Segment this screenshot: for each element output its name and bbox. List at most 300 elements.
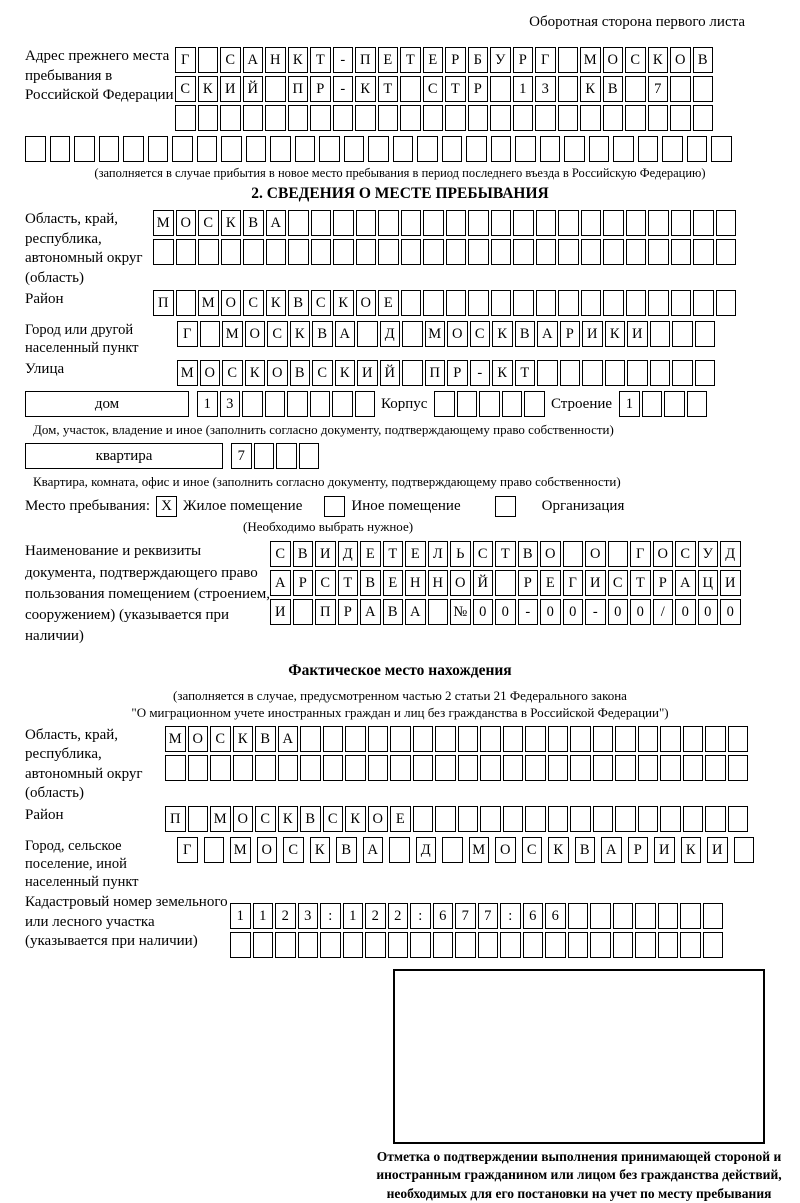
char-cell[interactable] — [558, 290, 579, 316]
char-cell[interactable] — [590, 932, 611, 958]
char-cell[interactable] — [671, 210, 692, 236]
char-cell[interactable] — [300, 755, 321, 781]
char-cell[interactable] — [660, 726, 681, 752]
char-cell[interactable] — [626, 239, 647, 265]
char-cell[interactable] — [613, 903, 634, 929]
char-cell[interactable] — [593, 806, 614, 832]
char-cell[interactable] — [548, 755, 569, 781]
char-cell[interactable]: И — [315, 541, 336, 567]
char-cell[interactable] — [491, 290, 512, 316]
char-cell[interactable]: В — [603, 76, 624, 102]
char-cell[interactable]: 1 — [230, 903, 251, 929]
char-cell[interactable]: Й — [473, 570, 494, 596]
char-cell[interactable] — [662, 136, 683, 162]
char-cell[interactable] — [402, 321, 423, 347]
char-cell[interactable]: - — [585, 599, 606, 625]
char-cell[interactable] — [491, 210, 512, 236]
char-cell[interactable] — [333, 105, 354, 131]
char-cell[interactable]: 7 — [648, 76, 669, 102]
char-cell[interactable]: М — [210, 806, 231, 832]
char-cell[interactable] — [695, 360, 716, 386]
char-cell[interactable] — [687, 391, 708, 417]
char-cell[interactable]: С — [608, 570, 629, 596]
char-cell[interactable]: Р — [293, 570, 314, 596]
char-cell[interactable] — [288, 239, 309, 265]
char-cell[interactable] — [74, 136, 95, 162]
char-cell[interactable] — [176, 290, 197, 316]
char-cell[interactable] — [570, 806, 591, 832]
char-cell[interactable] — [560, 360, 581, 386]
char-cell[interactable] — [615, 806, 636, 832]
char-cell[interactable] — [716, 239, 737, 265]
char-cell[interactable]: Е — [423, 47, 444, 73]
char-cell[interactable] — [728, 726, 749, 752]
char-cell[interactable] — [693, 290, 714, 316]
char-cell[interactable] — [50, 136, 71, 162]
char-cell[interactable]: С — [675, 541, 696, 567]
char-cell[interactable]: С — [625, 47, 646, 73]
char-cell[interactable] — [428, 599, 449, 625]
char-cell[interactable] — [468, 290, 489, 316]
char-cell[interactable] — [503, 806, 524, 832]
char-cell[interactable] — [605, 360, 626, 386]
char-cell[interactable]: А — [360, 599, 381, 625]
char-cell[interactable]: С — [210, 726, 231, 752]
char-cell[interactable] — [368, 755, 389, 781]
char-cell[interactable]: П — [153, 290, 174, 316]
char-cell[interactable] — [275, 932, 296, 958]
char-cell[interactable] — [343, 932, 364, 958]
char-cell[interactable]: Й — [243, 76, 264, 102]
char-cell[interactable] — [198, 47, 219, 73]
char-cell[interactable] — [503, 755, 524, 781]
char-cell[interactable]: А — [405, 599, 426, 625]
char-cell[interactable] — [495, 570, 516, 596]
char-cell[interactable] — [99, 136, 120, 162]
char-cell[interactable] — [401, 290, 422, 316]
char-cell[interactable]: О — [670, 47, 691, 73]
char-cell[interactable] — [378, 239, 399, 265]
char-cell[interactable] — [503, 726, 524, 752]
char-cell[interactable]: И — [654, 837, 675, 863]
char-cell[interactable] — [188, 755, 209, 781]
char-cell[interactable] — [513, 239, 534, 265]
char-cell[interactable] — [400, 76, 421, 102]
char-cell[interactable]: М — [198, 290, 219, 316]
char-cell[interactable]: В — [383, 599, 404, 625]
char-cell[interactable] — [357, 321, 378, 347]
char-cell[interactable]: Е — [378, 47, 399, 73]
char-cell[interactable] — [635, 932, 656, 958]
char-cell[interactable] — [638, 726, 659, 752]
char-cell[interactable] — [388, 932, 409, 958]
kvartira-type-box[interactable]: квартира — [25, 443, 223, 469]
char-cell[interactable]: Р — [310, 76, 331, 102]
char-cell[interactable]: А — [270, 570, 291, 596]
char-cell[interactable] — [423, 290, 444, 316]
char-cell[interactable] — [355, 105, 376, 131]
char-cell[interactable] — [221, 136, 242, 162]
char-cell[interactable]: М — [222, 321, 243, 347]
char-cell[interactable]: - — [518, 599, 539, 625]
char-cell[interactable]: Р — [560, 321, 581, 347]
char-cell[interactable] — [603, 239, 624, 265]
char-cell[interactable] — [333, 239, 354, 265]
char-cell[interactable] — [693, 105, 714, 131]
char-cell[interactable]: Г — [630, 541, 651, 567]
char-cell[interactable] — [716, 210, 737, 236]
char-cell[interactable] — [423, 239, 444, 265]
char-cell[interactable] — [220, 105, 241, 131]
char-cell[interactable] — [537, 360, 558, 386]
char-cell[interactable]: П — [355, 47, 376, 73]
char-cell[interactable] — [442, 837, 463, 863]
char-cell[interactable]: О — [447, 321, 468, 347]
char-cell[interactable]: : — [500, 903, 521, 929]
char-cell[interactable] — [445, 105, 466, 131]
char-cell[interactable]: Р — [653, 570, 674, 596]
char-cell[interactable] — [558, 210, 579, 236]
char-cell[interactable]: А — [243, 47, 264, 73]
char-cell[interactable] — [480, 726, 501, 752]
char-cell[interactable]: В — [243, 210, 264, 236]
char-cell[interactable] — [705, 726, 726, 752]
char-cell[interactable]: О — [450, 570, 471, 596]
char-cell[interactable] — [442, 136, 463, 162]
char-cell[interactable] — [558, 76, 579, 102]
char-cell[interactable] — [175, 105, 196, 131]
char-cell[interactable] — [401, 210, 422, 236]
char-cell[interactable] — [246, 136, 267, 162]
char-cell[interactable] — [626, 290, 647, 316]
char-cell[interactable] — [478, 932, 499, 958]
char-cell[interactable] — [536, 239, 557, 265]
char-cell[interactable] — [401, 239, 422, 265]
char-cell[interactable]: О — [368, 806, 389, 832]
char-cell[interactable]: 3 — [298, 903, 319, 929]
char-cell[interactable]: С — [470, 321, 491, 347]
char-cell[interactable]: И — [627, 321, 648, 347]
char-cell[interactable] — [458, 755, 479, 781]
char-cell[interactable]: Е — [378, 290, 399, 316]
char-cell[interactable] — [513, 105, 534, 131]
char-cell[interactable]: Т — [630, 570, 651, 596]
char-cell[interactable]: Д — [416, 837, 437, 863]
char-cell[interactable] — [278, 755, 299, 781]
char-cell[interactable]: - — [470, 360, 491, 386]
char-cell[interactable] — [627, 360, 648, 386]
char-cell[interactable] — [333, 210, 354, 236]
char-cell[interactable]: В — [290, 360, 311, 386]
char-cell[interactable]: Т — [310, 47, 331, 73]
char-cell[interactable] — [500, 932, 521, 958]
char-cell[interactable] — [638, 806, 659, 832]
char-cell[interactable]: 2 — [275, 903, 296, 929]
char-cell[interactable] — [221, 239, 242, 265]
checkbox-zhiloe[interactable]: X — [156, 496, 177, 517]
char-cell[interactable] — [345, 726, 366, 752]
char-cell[interactable]: 1 — [343, 903, 364, 929]
char-cell[interactable] — [368, 726, 389, 752]
char-cell[interactable] — [446, 239, 467, 265]
char-cell[interactable] — [536, 290, 557, 316]
char-cell[interactable]: С — [270, 541, 291, 567]
char-cell[interactable]: И — [582, 321, 603, 347]
char-cell[interactable] — [490, 76, 511, 102]
char-cell[interactable] — [581, 239, 602, 265]
char-cell[interactable] — [711, 136, 732, 162]
char-cell[interactable]: 0 — [495, 599, 516, 625]
char-cell[interactable]: Р — [468, 76, 489, 102]
char-cell[interactable] — [613, 136, 634, 162]
char-cell[interactable]: 0 — [675, 599, 696, 625]
char-cell[interactable] — [197, 136, 218, 162]
char-cell[interactable] — [581, 290, 602, 316]
char-cell[interactable]: К — [605, 321, 626, 347]
char-cell[interactable]: У — [490, 47, 511, 73]
char-cell[interactable] — [593, 726, 614, 752]
char-cell[interactable]: О — [585, 541, 606, 567]
char-cell[interactable] — [468, 239, 489, 265]
char-cell[interactable]: Г — [177, 837, 198, 863]
char-cell[interactable] — [378, 105, 399, 131]
char-cell[interactable] — [525, 806, 546, 832]
char-cell[interactable]: М — [230, 837, 251, 863]
char-cell[interactable] — [242, 391, 263, 417]
char-cell[interactable] — [356, 210, 377, 236]
char-cell[interactable]: О — [245, 321, 266, 347]
char-cell[interactable]: Н — [405, 570, 426, 596]
char-cell[interactable] — [480, 755, 501, 781]
char-cell[interactable] — [650, 360, 671, 386]
char-cell[interactable] — [455, 932, 476, 958]
char-cell[interactable]: К — [335, 360, 356, 386]
char-cell[interactable] — [671, 290, 692, 316]
char-cell[interactable] — [356, 239, 377, 265]
char-cell[interactable]: И — [585, 570, 606, 596]
char-cell[interactable]: К — [288, 47, 309, 73]
char-cell[interactable] — [648, 290, 669, 316]
char-cell[interactable] — [548, 806, 569, 832]
char-cell[interactable] — [265, 105, 286, 131]
char-cell[interactable]: Р — [447, 360, 468, 386]
char-cell[interactable]: С — [267, 321, 288, 347]
char-cell[interactable] — [570, 726, 591, 752]
char-cell[interactable]: К — [345, 806, 366, 832]
char-cell[interactable] — [648, 210, 669, 236]
char-cell[interactable]: С — [423, 76, 444, 102]
char-cell[interactable]: 6 — [433, 903, 454, 929]
char-cell[interactable] — [270, 136, 291, 162]
char-cell[interactable]: Т — [378, 76, 399, 102]
char-cell[interactable] — [490, 105, 511, 131]
char-cell[interactable]: С — [175, 76, 196, 102]
char-cell[interactable]: К — [290, 321, 311, 347]
char-cell[interactable] — [648, 105, 669, 131]
char-cell[interactable]: Н — [265, 47, 286, 73]
char-cell[interactable] — [716, 290, 737, 316]
char-cell[interactable] — [626, 210, 647, 236]
char-cell[interactable]: К — [266, 290, 287, 316]
char-cell[interactable]: О — [200, 360, 221, 386]
char-cell[interactable] — [515, 136, 536, 162]
char-cell[interactable] — [468, 210, 489, 236]
char-cell[interactable]: К — [233, 726, 254, 752]
char-cell[interactable]: 1 — [253, 903, 274, 929]
char-cell[interactable] — [368, 136, 389, 162]
char-cell[interactable]: 1 — [513, 76, 534, 102]
char-cell[interactable] — [176, 239, 197, 265]
char-cell[interactable] — [276, 443, 297, 469]
char-cell[interactable] — [479, 391, 500, 417]
char-cell[interactable] — [536, 210, 557, 236]
char-cell[interactable]: Д — [380, 321, 401, 347]
char-cell[interactable]: О — [356, 290, 377, 316]
char-cell[interactable] — [423, 105, 444, 131]
char-cell[interactable]: С — [312, 360, 333, 386]
char-cell[interactable] — [468, 105, 489, 131]
char-cell[interactable]: А — [537, 321, 558, 347]
char-cell[interactable] — [466, 136, 487, 162]
char-cell[interactable]: И — [270, 599, 291, 625]
char-cell[interactable]: С — [222, 360, 243, 386]
char-cell[interactable]: Т — [445, 76, 466, 102]
char-cell[interactable] — [204, 837, 225, 863]
char-cell[interactable] — [670, 105, 691, 131]
char-cell[interactable] — [491, 239, 512, 265]
char-cell[interactable] — [480, 806, 501, 832]
char-cell[interactable]: С — [311, 290, 332, 316]
char-cell[interactable] — [295, 136, 316, 162]
char-cell[interactable] — [540, 136, 561, 162]
char-cell[interactable]: 6 — [523, 903, 544, 929]
char-cell[interactable]: Р — [513, 47, 534, 73]
char-cell[interactable]: М — [469, 837, 490, 863]
char-cell[interactable] — [233, 755, 254, 781]
char-cell[interactable]: П — [288, 76, 309, 102]
char-cell[interactable]: 0 — [698, 599, 719, 625]
char-cell[interactable] — [693, 239, 714, 265]
char-cell[interactable]: Р — [628, 837, 649, 863]
char-cell[interactable] — [457, 391, 478, 417]
char-cell[interactable] — [658, 932, 679, 958]
char-cell[interactable]: И — [220, 76, 241, 102]
char-cell[interactable] — [660, 806, 681, 832]
char-cell[interactable]: М — [177, 360, 198, 386]
char-cell[interactable] — [625, 76, 646, 102]
char-cell[interactable] — [581, 210, 602, 236]
char-cell[interactable] — [413, 726, 434, 752]
char-cell[interactable] — [648, 239, 669, 265]
char-cell[interactable] — [172, 136, 193, 162]
char-cell[interactable]: М — [580, 47, 601, 73]
char-cell[interactable] — [435, 755, 456, 781]
char-cell[interactable]: В — [518, 541, 539, 567]
char-cell[interactable] — [491, 136, 512, 162]
char-cell[interactable] — [311, 210, 332, 236]
char-cell[interactable] — [703, 932, 724, 958]
char-cell[interactable] — [123, 136, 144, 162]
char-cell[interactable] — [615, 755, 636, 781]
char-cell[interactable] — [728, 755, 749, 781]
char-cell[interactable] — [299, 443, 320, 469]
char-cell[interactable]: А — [335, 321, 356, 347]
char-cell[interactable] — [660, 755, 681, 781]
char-cell[interactable]: С — [473, 541, 494, 567]
char-cell[interactable]: Ь — [450, 541, 471, 567]
char-cell[interactable]: С — [243, 290, 264, 316]
char-cell[interactable]: 7 — [231, 443, 252, 469]
char-cell[interactable]: - — [333, 76, 354, 102]
char-cell[interactable] — [535, 105, 556, 131]
char-cell[interactable]: Г — [177, 321, 198, 347]
checkbox-organizatsiya[interactable] — [495, 496, 516, 517]
char-cell[interactable]: М — [153, 210, 174, 236]
char-cell[interactable] — [687, 136, 708, 162]
char-cell[interactable]: Б — [468, 47, 489, 73]
char-cell[interactable] — [635, 903, 656, 929]
char-cell[interactable] — [148, 136, 169, 162]
char-cell[interactable] — [563, 541, 584, 567]
char-cell[interactable]: 0 — [630, 599, 651, 625]
char-cell[interactable] — [548, 726, 569, 752]
char-cell[interactable]: П — [315, 599, 336, 625]
char-cell[interactable]: Й — [380, 360, 401, 386]
char-cell[interactable] — [638, 755, 659, 781]
char-cell[interactable]: Ц — [698, 570, 719, 596]
char-cell[interactable]: - — [333, 47, 354, 73]
char-cell[interactable]: К — [492, 360, 513, 386]
char-cell[interactable]: 3 — [220, 391, 241, 417]
char-cell[interactable]: 2 — [388, 903, 409, 929]
char-cell[interactable]: У — [698, 541, 719, 567]
char-cell[interactable]: Е — [360, 541, 381, 567]
char-cell[interactable] — [705, 755, 726, 781]
char-cell[interactable] — [253, 932, 274, 958]
char-cell[interactable]: Г — [535, 47, 556, 73]
char-cell[interactable] — [310, 391, 331, 417]
dom-type-box[interactable]: дом — [25, 391, 189, 417]
char-cell[interactable] — [603, 210, 624, 236]
char-cell[interactable]: Е — [390, 806, 411, 832]
char-cell[interactable] — [590, 903, 611, 929]
char-cell[interactable]: И — [707, 837, 728, 863]
char-cell[interactable]: 7 — [478, 903, 499, 929]
char-cell[interactable] — [638, 136, 659, 162]
char-cell[interactable] — [402, 360, 423, 386]
char-cell[interactable]: С — [323, 806, 344, 832]
char-cell[interactable] — [254, 443, 275, 469]
char-cell[interactable]: В — [312, 321, 333, 347]
char-cell[interactable] — [672, 321, 693, 347]
char-cell[interactable]: Г — [563, 570, 584, 596]
char-cell[interactable] — [683, 755, 704, 781]
char-cell[interactable]: В — [288, 290, 309, 316]
char-cell[interactable]: Н — [428, 570, 449, 596]
char-cell[interactable] — [525, 755, 546, 781]
char-cell[interactable]: О — [221, 290, 242, 316]
char-cell[interactable] — [642, 391, 663, 417]
char-cell[interactable]: О — [495, 837, 516, 863]
char-cell[interactable]: И — [720, 570, 741, 596]
char-cell[interactable] — [683, 806, 704, 832]
char-cell[interactable] — [365, 932, 386, 958]
char-cell[interactable] — [344, 136, 365, 162]
char-cell[interactable] — [608, 541, 629, 567]
char-cell[interactable]: 6 — [545, 903, 566, 929]
char-cell[interactable] — [255, 755, 276, 781]
char-cell[interactable] — [680, 932, 701, 958]
